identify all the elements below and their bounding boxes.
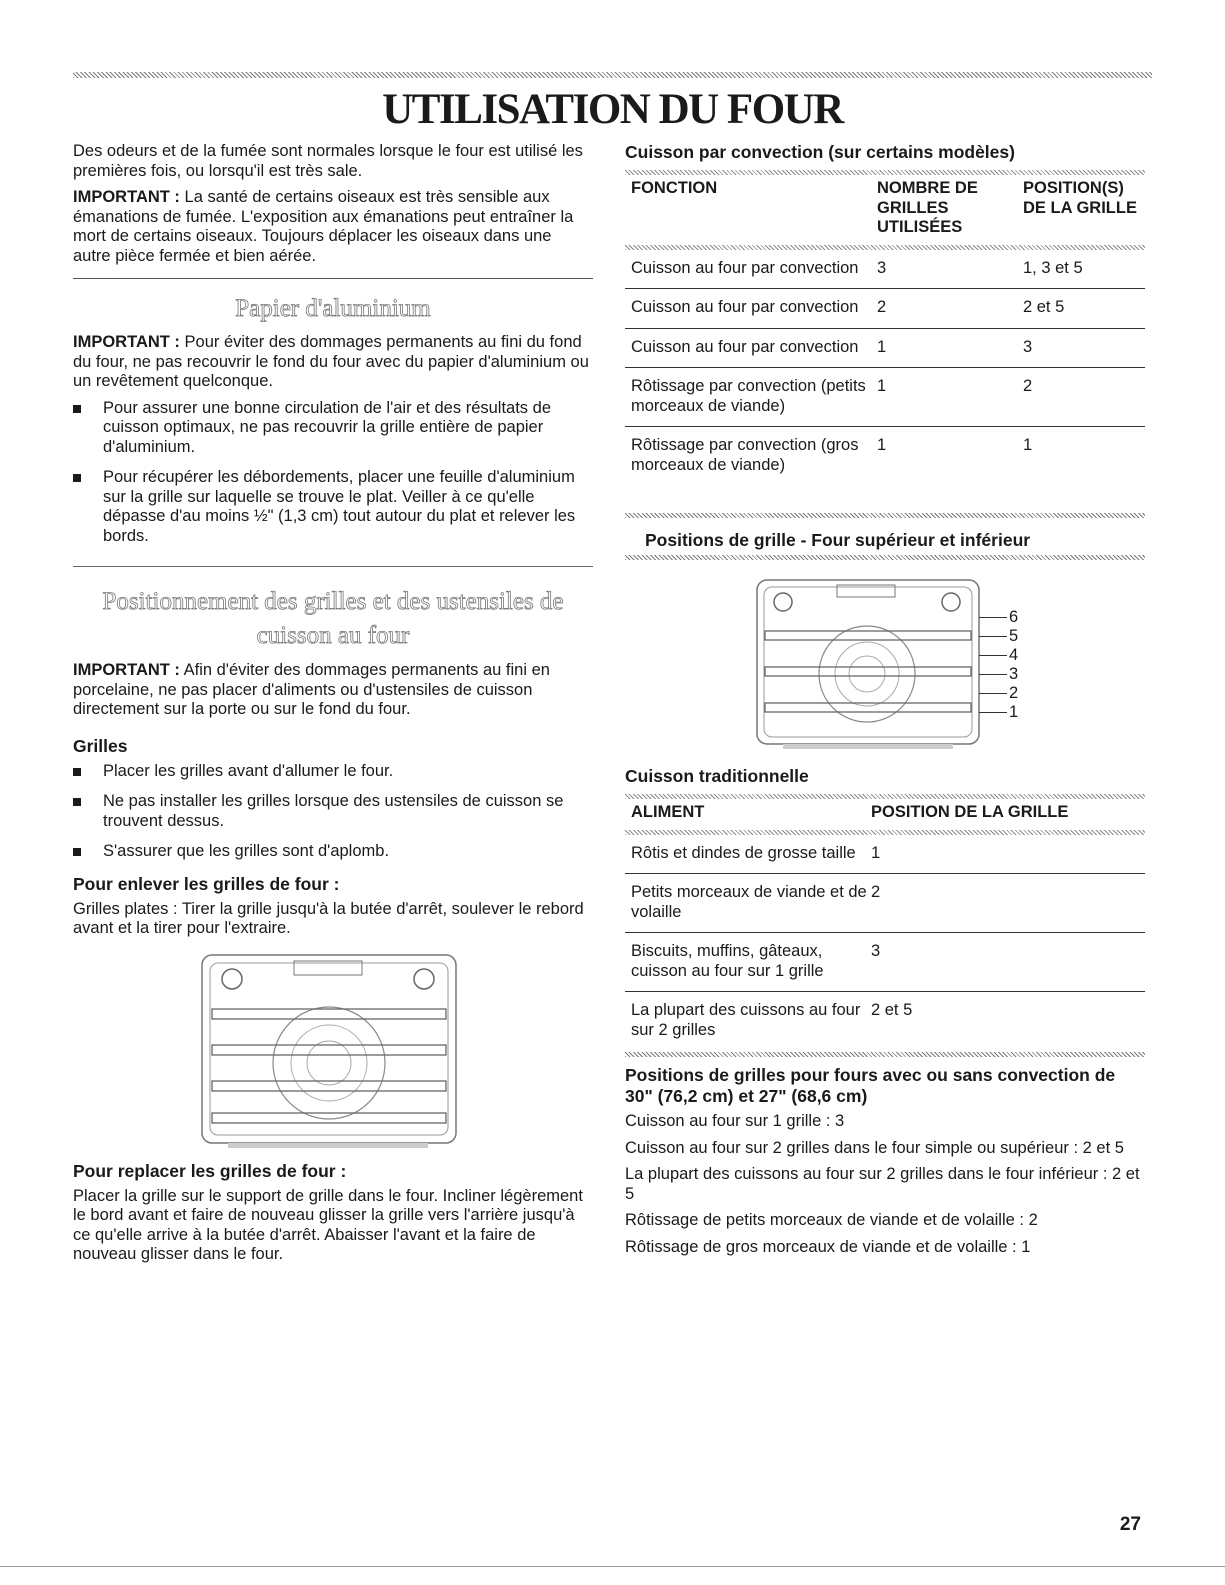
table-cell: 1 — [871, 843, 881, 862]
grilles-bullets — [73, 762, 593, 862]
important-label: IMPORTANT : — [73, 661, 180, 679]
rack-label-5: 5 — [979, 627, 1039, 646]
convection-table-title: Cuisson par convection (sur certains modèles) — [625, 142, 1015, 162]
diagram-title: Positions de grille - Four supérieur et inférieur — [645, 530, 1031, 550]
right-column — [625, 142, 1145, 1264]
table-cell: Rôtissage par convection (gros morceaux de viande) — [631, 436, 859, 474]
list-item: S'assurer que les grilles sont d'aplomb. — [73, 842, 593, 862]
hatch-divider — [625, 513, 1145, 518]
table-cell: 3 — [1023, 337, 1033, 356]
top-hatch-rule — [73, 72, 1152, 78]
aluminium-bullets — [73, 399, 593, 547]
table-row — [625, 289, 1145, 329]
positions-line: La plupart des cuissons au four sur 2 grilles dans le four inférieur : 2 et 5 — [625, 1165, 1140, 1203]
column-header: NOMBRE DE GRILLES UTILISÉES — [877, 179, 978, 236]
column-header: FONCTION — [631, 179, 718, 197]
table-cell: Petits morceaux de viande et de volaille — [631, 883, 867, 921]
section-heading-aluminium: Papier d'aluminium — [235, 295, 431, 322]
rack-label-6: 6 — [979, 608, 1039, 627]
hatch-divider — [625, 1052, 1145, 1057]
remove-racks-heading: Pour enlever les grilles de four : — [73, 873, 340, 894]
intro-important — [73, 188, 593, 266]
positioning-important — [73, 661, 593, 720]
table-cell: Cuisson au four par convection — [631, 337, 859, 356]
section-divider — [73, 566, 593, 567]
table-row — [625, 250, 1145, 290]
oven-rack-positions-illustration — [753, 576, 983, 752]
oven-illustration-left — [198, 951, 460, 1151]
table-cell: 1 — [1023, 436, 1033, 454]
table-cell: 1 — [877, 436, 887, 454]
section-heading-positioning: Positionnement des grilles et des ustensiles de cuisson au four — [102, 588, 564, 649]
list-item: Pour assurer une bonne circulation de l'air et des résultats de cuisson optimaux, ne pas recouvrir la grille entière de papier d'aluminium. — [73, 399, 593, 458]
table-cell: Biscuits, muffins, gâteaux, cuisson au four sur 1 grille — [631, 942, 824, 980]
traditional-table — [625, 799, 1145, 1050]
rack-label-4: 4 — [979, 646, 1039, 665]
important-text: Pour éviter des dommages permanents au fini du fond du four, ne pas recouvrir le fond du four avec du papier d'aluminium ou un revêtement quelconque. — [73, 333, 589, 390]
table-cell: 1 — [877, 377, 887, 395]
list-item: Placer les grilles avant d'allumer le four. — [73, 762, 593, 782]
important-text: La santé de certains oiseaux est très sensible aux émanations de fumée. L'exposition aux émanations peut entraîner la mort de certains oiseaux. Toujours déplacer les oiseaux dans une autre pièce fermée et bien aérée. — [73, 188, 574, 265]
positions-line: Rôtissage de petits morceaux de viande et de volaille : 2 — [625, 1211, 1038, 1229]
page-title: UTILISATION DU FOUR — [382, 86, 843, 133]
list-item: Ne pas installer les grilles lorsque des ustensiles de cuisson se trouvent dessus. — [73, 792, 593, 831]
list-item: Pour récupérer les débordements, placer une feuille d'aluminium sur la grille sur laquelle se trouve le plat. Veiller à ce qu'elle dépasse d'au moins ½" (1,3 cm) tout autour du plat et relever les bords. — [73, 468, 593, 546]
table-row — [625, 368, 1145, 427]
table-row — [625, 329, 1145, 369]
rack-label-1: 1 — [979, 703, 1039, 722]
table-header — [625, 175, 1145, 250]
intro-paragraph: Des odeurs et de la fumée sont normales lorsque le four est utilisé les premières fois, ou lorsqu'il est très sale. — [73, 142, 583, 180]
column-header: ALIMENT — [631, 803, 705, 821]
table-cell: Rôtissage par convection (petits morceaux de viande) — [631, 377, 866, 415]
positions-30-27-heading: Positions de grilles pour fours avec ou sans convection de 30" (76,2 cm) et 27" (68,6 cm) — [625, 1065, 1116, 1106]
table-cell: Cuisson au four par convection — [631, 298, 859, 316]
table-cell: Cuisson au four par convection — [631, 258, 859, 277]
table-cell: 1, 3 et 5 — [1023, 258, 1083, 277]
replace-racks-heading: Pour replacer les grilles de four : — [73, 1160, 347, 1181]
grilles-heading: Grilles — [73, 735, 128, 756]
important-label: IMPORTANT : — [73, 188, 180, 206]
section-divider — [73, 278, 593, 279]
column-header: POSITION DE LA GRILLE — [871, 803, 1069, 821]
table-row — [625, 835, 1145, 875]
bottom-rule — [0, 1566, 1225, 1567]
table-cell: 2 et 5 — [871, 1001, 913, 1019]
table-cell: 3 — [871, 942, 881, 960]
oven-rack-illustration — [198, 951, 460, 1151]
table-row — [625, 874, 1145, 933]
table-cell: 2 — [1023, 377, 1033, 395]
left-column — [73, 142, 593, 1272]
table-header — [625, 799, 1145, 835]
table-row — [625, 933, 1145, 992]
table-row — [625, 992, 1145, 1050]
hatch-divider — [625, 555, 1145, 560]
table-cell: Rôtis et dindes de grosse taille — [631, 843, 856, 862]
positions-line: Cuisson au four sur 2 grilles dans le four simple ou supérieur : 2 et 5 — [625, 1138, 1124, 1157]
column-header: POSITION(S) DE LA GRILLE — [1023, 179, 1137, 217]
rack-label-list — [979, 608, 1039, 722]
rack-position-diagram — [753, 576, 1043, 756]
table-cell: La plupart des cuissons au four sur 2 grilles — [631, 1001, 861, 1039]
table-cell: 3 — [877, 258, 887, 277]
page-number: 27 — [1119, 1514, 1141, 1535]
table-row — [625, 427, 1145, 485]
important-text: Afin d'éviter des dommages permanents au fini en porcelaine, ne pas placer d'aliments ou d'ustensiles de cuisson directement sur la porte ou sur le fond du four. — [73, 661, 550, 718]
rack-label-2: 2 — [979, 684, 1039, 703]
rack-label-3: 3 — [979, 665, 1039, 684]
positions-line: Rôtissage de gros morceaux de viande et de volaille : 1 — [625, 1237, 1031, 1256]
table-cell: 2 et 5 — [1023, 298, 1065, 316]
table-cell: 2 — [877, 298, 887, 316]
positions-line: Cuisson au four sur 1 grille : 3 — [625, 1112, 845, 1130]
table-cell: 1 — [877, 337, 887, 356]
table-cell: 2 — [871, 883, 881, 901]
convection-table — [625, 175, 1145, 485]
replace-racks-text: Placer la grille sur le support de grille dans le four. Incliner légèrement le bord avant et faire de nouveau glisser la grille vers l'arrière jusqu'à ce qu'elle arrive à la butée d'arrêt. Abaisser l'avant et la faire de nouveau glisser dans le four. — [73, 1186, 583, 1263]
important-label: IMPORTANT : — [73, 333, 180, 351]
traditional-table-title: Cuisson traditionnelle — [625, 766, 809, 786]
remove-racks-text: Grilles plates : Tirer la grille jusqu'à la butée d'arrêt, soulever le rebord avant et la tirer pour l'extraire. — [73, 899, 584, 937]
aluminium-important — [73, 333, 593, 392]
